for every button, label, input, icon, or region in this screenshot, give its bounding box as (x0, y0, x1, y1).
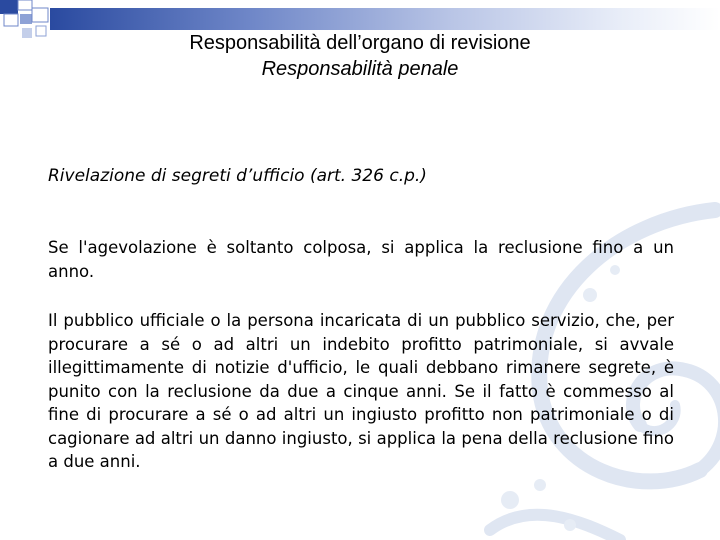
section-heading: Rivelazione di segreti d’ufficio (art. 326 c.p.) (48, 166, 427, 186)
title-block (0, 30, 720, 82)
paragraph-pubblico-ufficiale: Il pubblico ufficiale o la persona incaricata di un pubblico servizio, che, per procurare a sé o ad altri un indebito profitto patrimoniale, si avvale illegittimamente di notizie d'ufficio, le quali debbano rimanere segrete, è punito con la reclusione da due a cinque anni. Se il fatto è commesso al fine di procurare a sé o ad altri un ingiusto profitto non patrimoniale o di cagionare ad altri un danno ingiusto, si applica la pena della reclusione fino a due anni. (48, 311, 674, 471)
paragraph-colposa: Se l'agevolazione è soltanto colposa, si applica la reclusione fino a un anno. (48, 238, 674, 281)
header-gradient-bar (50, 8, 720, 30)
slide-title: Responsabilità dell’organo di revisione (189, 32, 531, 54)
slide-subtitle: Responsabilità penale (261, 58, 459, 80)
